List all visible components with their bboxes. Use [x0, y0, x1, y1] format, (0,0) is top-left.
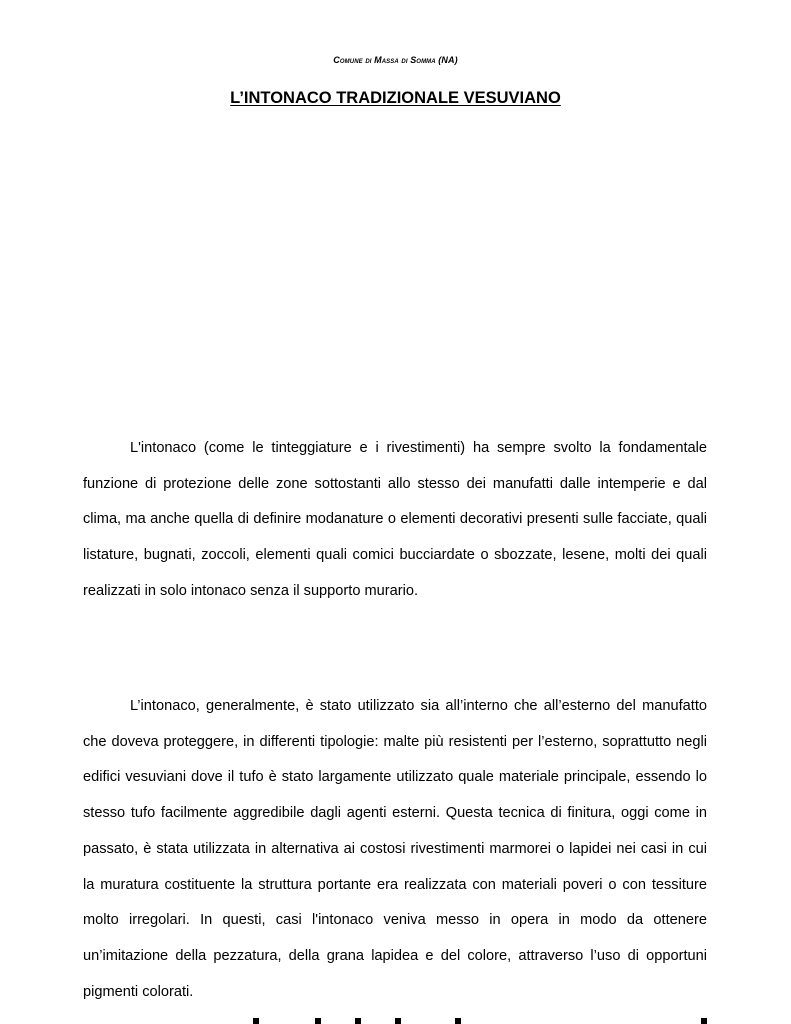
running-header: Comune di Massa di Somma (NA) — [333, 55, 458, 65]
document-title: L’INTONACO TRADIZIONALE VESUVIANO — [230, 89, 561, 107]
text-fragment — [701, 1018, 707, 1024]
cut-off-text-line — [83, 1016, 707, 1024]
text-fragment — [395, 1018, 401, 1024]
body-paragraph-1: L'intonaco (come le tinteggiature e i rivestimenti) ha sempre svolto la fondamentale funzione di protezione delle zone sottostanti allo stesso dei manufatti dalle intemperie e dal clima, ma anche quella di definire modanature o elementi decorativi presenti sulle facciate, quali listature, bugnati, zoccoli, elementi quali comici bucciardate o sbozzate, lesene, molti dei quali realizzati in solo intonaco senza il supporto murario. — [83, 440, 707, 599]
text-fragment — [315, 1018, 321, 1024]
text-fragment — [455, 1018, 461, 1024]
text-fragment — [355, 1018, 361, 1024]
text-fragment — [253, 1018, 259, 1024]
body-paragraph-2: L’intonaco, generalmente, è stato utilizzato sia all’interno che all’esterno del manufatto che doveva proteggere, in differenti tipologie: malte più resistenti per l’esterno, soprattutto negli edifici vesuviani dove il tufo è stato largamente utilizzato quale materiale principale, essendo lo stesso tufo facilmente aggredibile dagli agenti esterni. Questa tecnica di finitura, oggi come in passato, è stata utilizzata in alternativa ai costosi rivestimenti marmorei o lapidei nei casi in cui la muratura costituente la struttura portante era realizzata con materiali poveri o con tessiture molto irregolari. In questi, casi l'intonaco veniva messo in opera in modo da ottenere un’imitazione della pezzatura, della grana lapidea e del colore, attraverso l’uso di opportuni pigmenti colorati. — [83, 698, 707, 1000]
